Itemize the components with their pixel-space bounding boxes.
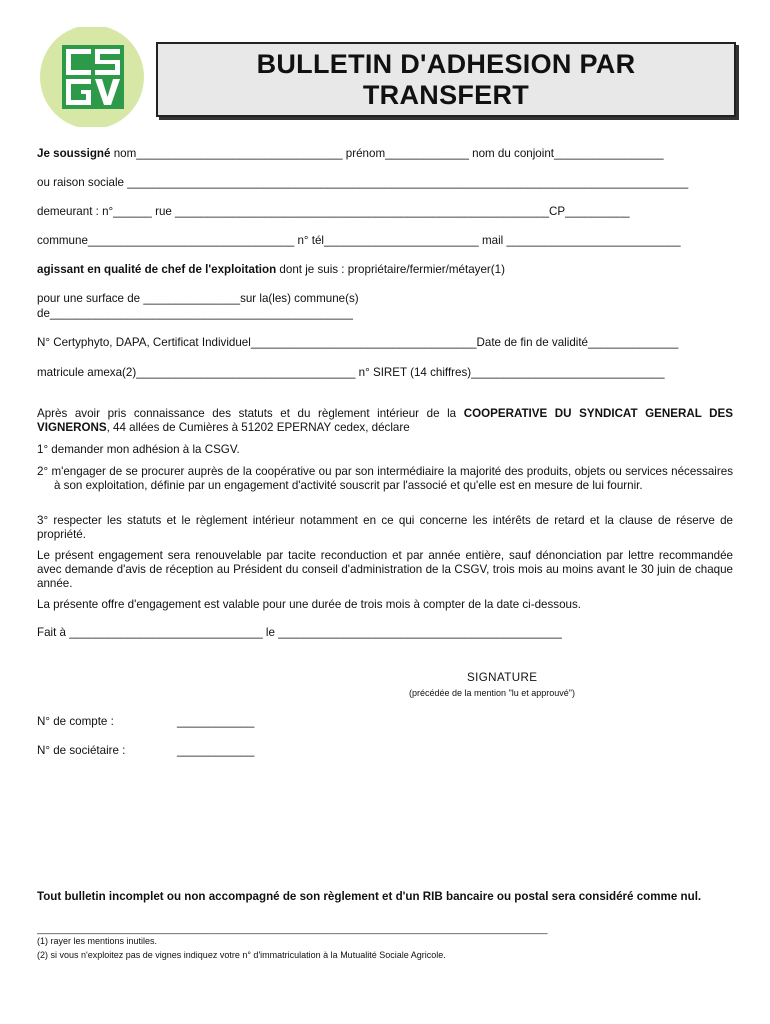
offre-paragraph: La présente offre d'engagement est valable pour une durée de trois mois à compter de la date ci-dessous.: [37, 598, 582, 611]
item-2: 2° m'engager de se procurer auprès de la coopérative ou par son intermédiaire la majorité des produits, objets ou services nécessaires à son exploitation, définie par un engagement d'activité souscrit par l'associé et qu'elle est en mesure de lui fournir.: [37, 465, 733, 492]
field-surface-de[interactable]: de_______________________________________________: [37, 307, 353, 320]
agissant-rest: dont je suis : propriétaire/fermier/métayer(1): [276, 263, 505, 276]
societaire-label: N° de sociétaire :: [37, 744, 126, 757]
item-1: 1° demander mon adhésion à la CSGV.: [37, 443, 240, 456]
compte-label: N° de compte :: [37, 715, 114, 728]
footnote-1: (1) rayer les mentions inutiles.: [37, 936, 158, 946]
csgv-logo: [38, 27, 146, 127]
field-fait-a[interactable]: Fait à ______________________________ le ____________________________________________: [37, 626, 562, 639]
field-certiphyto[interactable]: N° Certyphyto, DAPA, Certificat Individuel___________________________________Date de fin de validité______________: [37, 336, 679, 349]
societaire-field[interactable]: ____________: [177, 744, 255, 757]
title-line-2: TRANSFERT: [362, 79, 530, 110]
field-soussigne[interactable]: [37, 147, 733, 161]
title-line-1: BULLETIN D'ADHESION PAR: [256, 48, 636, 79]
renouvelable-paragraph: Le présent engagement sera renouvelable par tacite reconduction et par année entière, sauf dénonciation par lettre recommandée avec demande d'avis de réception au Président du conseil d'administration de la CSGV, trois mois au moins avant le 30 juin de chaque année.: [37, 549, 733, 590]
title-box: [156, 42, 736, 117]
field-surface[interactable]: pour une surface de _______________sur la(les) commune(s): [37, 292, 359, 305]
soussigne-label: Je soussigné: [37, 147, 111, 160]
footnote-2: (2) si vous n'exploitez pas de vignes indiquez votre n° d'immatriculation à la Mutualité Sociale Agricole.: [37, 950, 446, 960]
intro-paragraph: [37, 407, 733, 435]
compte-field[interactable]: ____________: [177, 715, 255, 728]
intro-start: Après avoir pris connaissance des statuts et du règlement intérieur de la: [37, 407, 464, 420]
intro-end: , 44 allées de Cumières à 51202 EPERNAY cedex, déclare: [106, 421, 410, 434]
agissant-label: agissant en qualité de chef de l'exploitation: [37, 263, 277, 276]
item-3: 3° respecter les statuts et le règlement intérieur notamment en ce qui concerne les intérêts de retard et la clause de réserve de propriété.: [37, 514, 733, 541]
intro-cooperative-name: COOPERATIVE DU SYNDICAT GENERAL DES VIGNERONS: [37, 407, 733, 434]
field-amexa-siret[interactable]: matricule amexa(2)__________________________________ n° SIRET (14 chiffres)______________________________: [37, 366, 665, 379]
signature-label: SIGNATURE: [467, 671, 538, 684]
field-demeurant[interactable]: demeurant : n°______ rue __________________________________________________________CP__________: [37, 205, 630, 218]
soussigne-blanks: nom________________________________ prénom_____________ nom du conjoint_________________: [110, 147, 664, 160]
signature-note: (précédée de la mention "lu et approuvé"): [409, 688, 575, 698]
incomplete-warning: Tout bulletin incomplet ou non accompagné de son règlement et d'un RIB bancaire ou postal sera considéré comme nul.: [37, 890, 702, 903]
field-agissant: [37, 263, 733, 277]
footnote-rule: ______________________________________________________________________________________________________: [37, 924, 548, 934]
field-commune[interactable]: commune________________________________ n° tél________________________ mail ___________________________: [37, 234, 681, 247]
field-raison-sociale[interactable]: ou raison sociale _______________________________________________________________________________________: [37, 176, 689, 189]
